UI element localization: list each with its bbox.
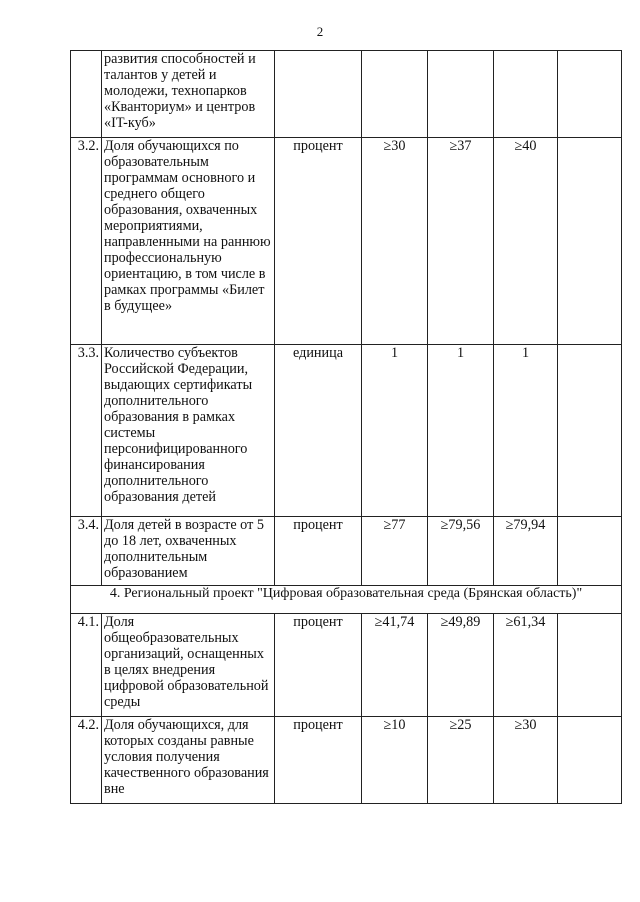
indicators-table [70,50,622,804]
empty-cell [558,51,622,138]
value-cell: ≥10 [362,717,428,804]
value-cell: ≥30 [494,717,558,804]
unit-cell: процент [275,614,362,717]
section-heading: 4. Региональный проект "Цифровая образовательная среда (Брянская область)" [71,586,622,614]
row-number: 3.3. [71,345,102,517]
indicator-name: Доля обучающихся по образовательным программам основного и среднего общего образования, охваченных мероприятиями, направленными на раннюю профессиональную ориентацию, в том числе в рамках программы «Билет в будущее» [102,138,275,345]
value-cell [362,51,428,138]
empty-cell [558,345,622,517]
unit-cell: процент [275,717,362,804]
empty-cell [558,517,622,586]
table-row [71,717,622,804]
row-number: 4.1. [71,614,102,717]
empty-cell [558,614,622,717]
row-number: 3.2. [71,138,102,345]
table-row [71,138,622,345]
unit-cell: процент [275,138,362,345]
indicator-name: Доля общеобразовательных организаций, оснащенных в целях внедрения цифровой образовательной среды [102,614,275,717]
indicator-name: развития способностей и талантов у детей и молодежи, технопарков «Кванториум» и центров «IT-куб» [102,51,275,138]
empty-cell [558,138,622,345]
row-number [71,51,102,138]
value-cell: ≥37 [428,138,494,345]
value-cell: ≥79,94 [494,517,558,586]
empty-cell [558,717,622,804]
value-cell: ≥30 [362,138,428,345]
value-cell: ≥49,89 [428,614,494,717]
table-row [71,51,622,138]
value-cell: ≥25 [428,717,494,804]
unit-cell: единица [275,345,362,517]
value-cell: ≥77 [362,517,428,586]
value-cell: ≥61,34 [494,614,558,717]
row-number: 4.2. [71,717,102,804]
unit-cell [275,51,362,138]
value-cell [494,51,558,138]
page-number: 2 [316,24,324,39]
value-cell: 1 [494,345,558,517]
unit-cell: процент [275,517,362,586]
indicator-name: Количество субъектов Российской Федерации, выдающих сертификаты дополнительного образования в рамках системы персонифицированного финансирования дополнительного образования детей [102,345,275,517]
indicator-name: Доля детей в возрасте от 5 до 18 лет, охваченных дополнительным образованием [102,517,275,586]
value-cell: ≥41,74 [362,614,428,717]
row-number: 3.4. [71,517,102,586]
value-cell: ≥79,56 [428,517,494,586]
value-cell: 1 [362,345,428,517]
indicator-name: Доля обучающихся, для которых созданы равные условия получения качественного образования вне [102,717,275,804]
value-cell: ≥40 [494,138,558,345]
section-row [71,586,622,614]
value-cell [428,51,494,138]
table-row [71,517,622,586]
table-row [71,614,622,717]
table-row [71,345,622,517]
value-cell: 1 [428,345,494,517]
